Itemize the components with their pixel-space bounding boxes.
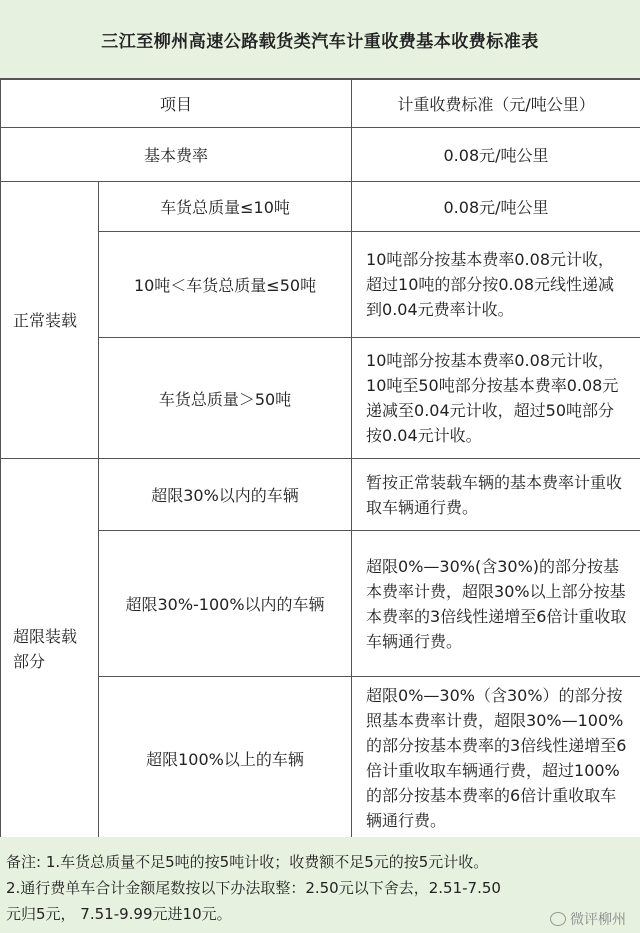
base-rate-row [1,128,640,182]
row-desc: 超限0%—30%（含30%）的部分按照基本费率计费，超限30%—100%的部分按基本费率的3倍线性递增至6倍计重收取车辆通行费，超过100%的部分按基本费率的6倍计重收取车辆通行费。 [352,677,640,840]
table-row [1,182,640,232]
watermark-text: 微评柳州 [570,912,626,928]
row-label: 车货总质量＞50吨 [99,338,352,459]
overload-group-line1: 超限装载 [13,627,78,646]
overload-group-line2: 部分 [13,652,46,671]
notes [0,837,640,933]
row-label: 超限30%以内的车辆 [99,459,352,531]
header-row [1,80,640,128]
overload-group [1,459,99,840]
table-row [1,459,640,531]
row-label: 超限30%-100%以内的车辆 [99,531,352,677]
row-desc: 10吨部分按基本费率0.08元计收，超过10吨的部分按0.08元线性递减到0.04元费率计收。 [352,232,640,338]
row-label: 10吨＜车货总质量≤50吨 [99,232,352,338]
row-desc: 10吨部分按基本费率0.08元计收，10吨至50吨部分按基本费率0.08元递减至0.04元计收，超过50吨部分按0.04元计收。 [352,338,640,459]
fee-table [0,79,640,840]
note-line-1: 备注: 1.车货总质量不足5吨的按5吨计收；收费额不足5元的按5元计收。 [6,853,489,871]
row-desc: 超限0%—30%(含30%)的部分按基本费率计费，超限30%以上部分按基本费率的3倍线性递增至6倍计重收取车辆通行费。 [352,531,640,677]
row-label: 超限100%以上的车辆 [99,677,352,840]
base-rate-label: 基本费率 [1,128,352,182]
normal-load-group: 正常装载 [1,182,99,459]
row-label: 车货总质量≤10吨 [99,182,352,232]
row-desc: 0.08元/吨公里 [352,182,640,232]
row-desc: 暂按正常装载车辆的基本费率计重收取车辆通行费。 [352,459,640,531]
header-item: 项目 [1,80,352,128]
header-standard: 计重收费标准（元/吨公里） [352,80,640,128]
note-line-3: 元归5元， 7.51-9.99元进10元。 [6,905,232,923]
watermark [550,909,626,929]
base-rate-value: 0.08元/吨公里 [352,128,640,182]
note-line-2: 2.通行费单车合计金额尾数按以下办法取整：2.50元以下舍去，2.51-7.50 [6,879,501,897]
wechat-icon [550,912,566,926]
table-title: 三江至柳州高速公路载货类汽车计重收费基本收费标准表 [0,0,640,79]
